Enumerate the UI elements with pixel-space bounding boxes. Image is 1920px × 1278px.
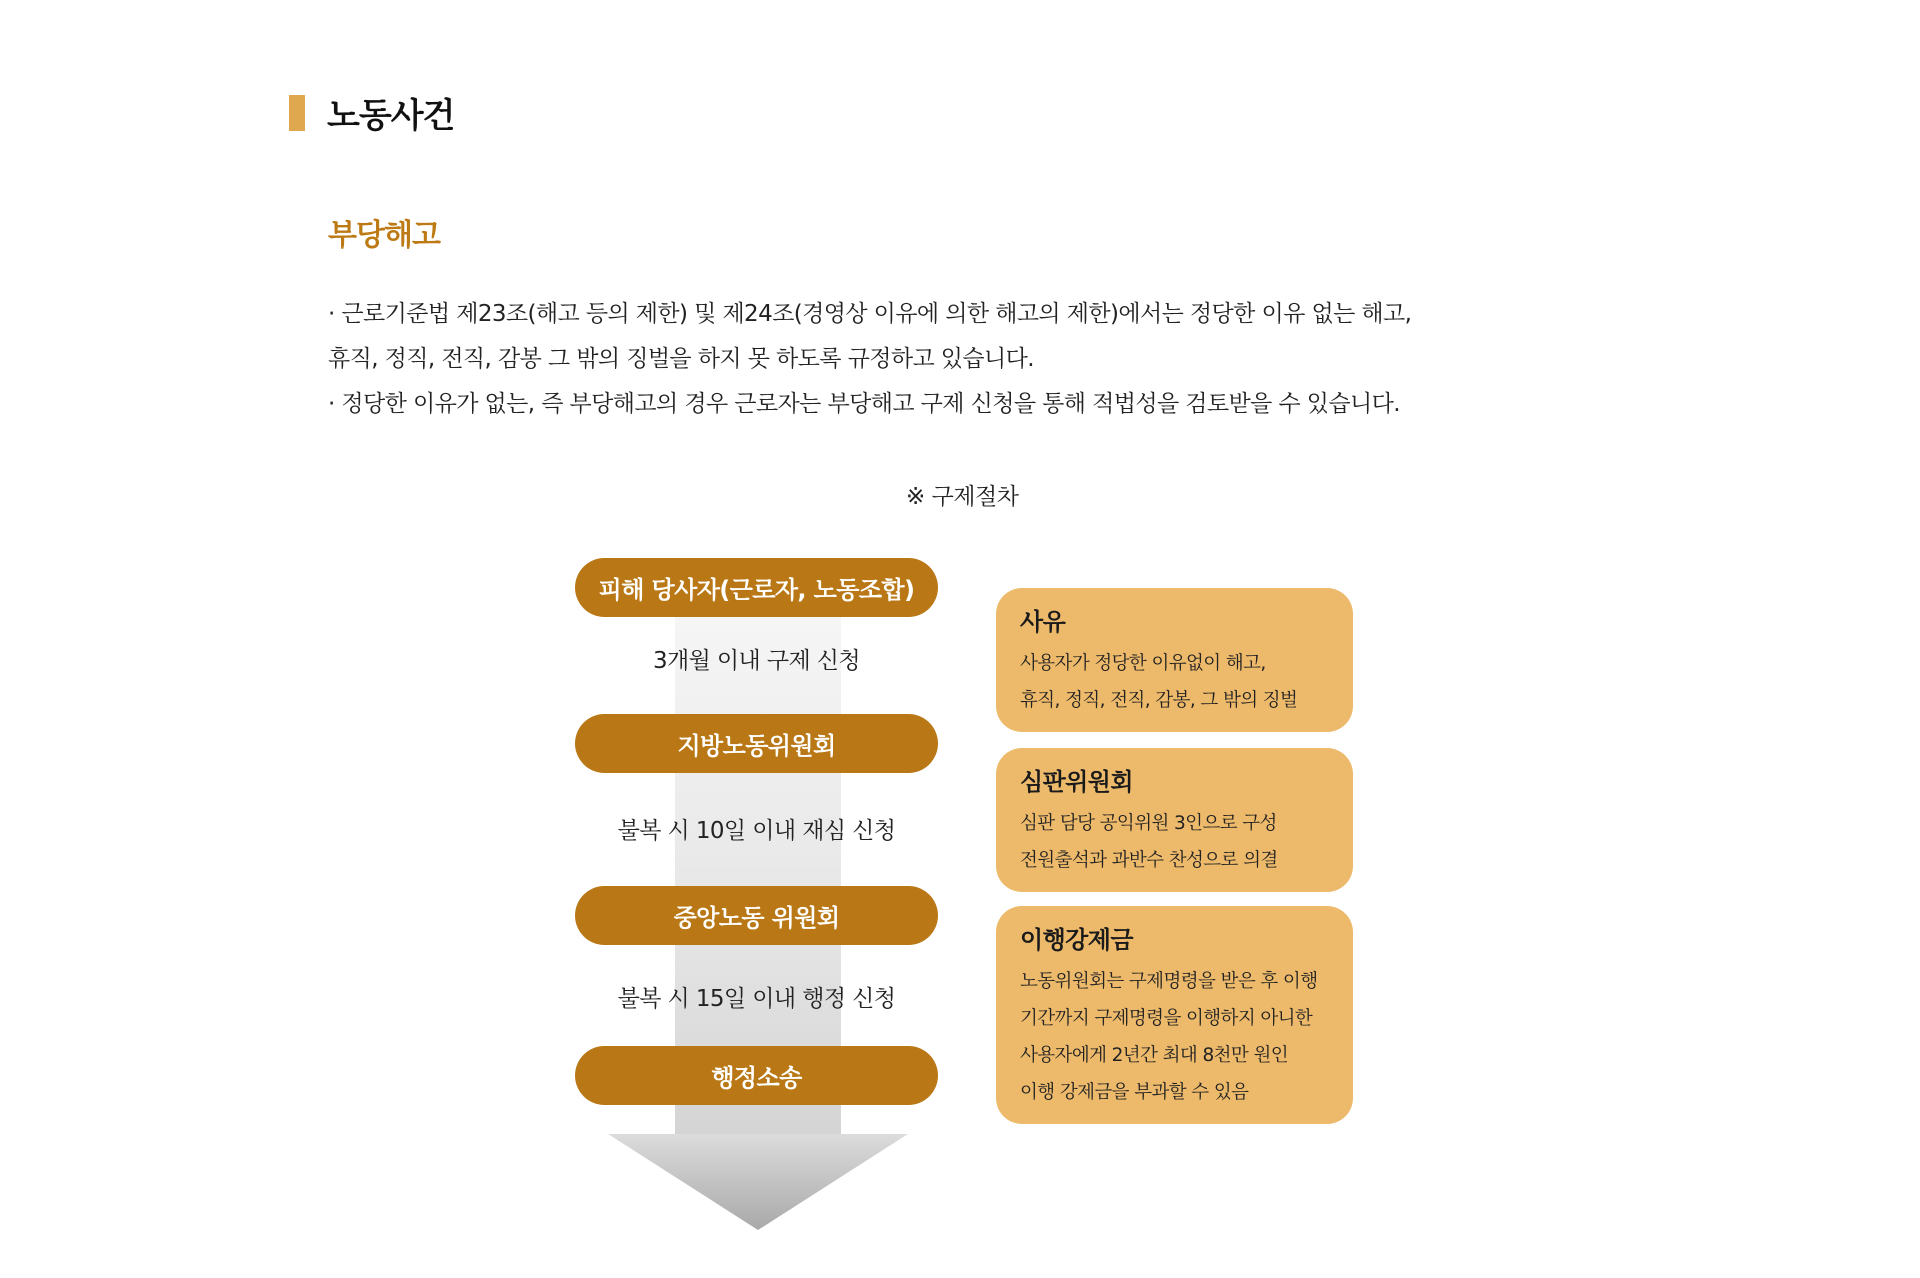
card-line: 사용자에게 2년간 최대 8천만 원인 bbox=[1020, 1045, 1288, 1066]
card-line: 휴직, 정직, 전직, 감봉, 그 밖의 징벌 bbox=[1020, 690, 1298, 711]
description-line: · 정당한 이유가 없는, 즉 부당해고의 경우 근로자는 부당해고 구제 신청을 통해 적법성을 검토받을 수 있습니다. bbox=[328, 391, 1400, 417]
card-line: 심판 담당 공익위원 3인으로 구성 bbox=[1020, 813, 1277, 834]
card-line: 노동위원회는 구제명령을 받은 후 이행 bbox=[1020, 971, 1318, 992]
card-title: 이행강제금 bbox=[1020, 926, 1133, 954]
step-regional-commission: 지방노동위원회 bbox=[575, 714, 938, 773]
step-note-review: 불복 시 10일 이내 재심 신청 bbox=[617, 818, 896, 844]
card-enforcement-fine bbox=[996, 906, 1353, 1124]
section-accent-bar bbox=[289, 95, 305, 131]
procedure-title: ※ 구제절차 bbox=[906, 484, 1019, 510]
card-line: 이행 강제금을 부과할 수 있음 bbox=[1020, 1082, 1249, 1103]
card-reason bbox=[996, 588, 1353, 732]
card-line: 사용자가 정당한 이유없이 해고, bbox=[1020, 653, 1266, 674]
description bbox=[328, 292, 1508, 427]
step-victim: 피해 당사자(근로자, 노동조합) bbox=[575, 558, 938, 617]
step-note-administrative: 불복 시 15일 이내 행정 신청 bbox=[617, 986, 896, 1012]
card-line: 기간까지 구제명령을 이행하지 아니한 bbox=[1020, 1008, 1313, 1029]
description-line: · 근로기준법 제23조(해고 등의 제한) 및 제24조(경영상 이유에 의한 해고의 제한)에서는 정당한 이유 없는 해고, bbox=[328, 301, 1412, 327]
flow-arrow-head bbox=[608, 1134, 908, 1230]
card-tribunal bbox=[996, 748, 1353, 892]
card-title: 심판위원회 bbox=[1020, 768, 1133, 796]
description-line: 휴직, 정직, 전직, 감봉 그 밖의 징벌을 하지 못 하도록 규정하고 있습니다. bbox=[328, 346, 1034, 372]
step-note-filing: 3개월 이내 구제 신청 bbox=[652, 648, 861, 674]
step-administrative-litigation: 행정소송 bbox=[575, 1046, 938, 1105]
step-central-commission: 중앙노동 위원회 bbox=[575, 886, 938, 945]
section-title: 노동사건 bbox=[327, 96, 455, 136]
card-title: 사유 bbox=[1020, 608, 1066, 636]
section-header bbox=[289, 88, 454, 137]
card-line: 전원출석과 과반수 찬성으로 의결 bbox=[1020, 850, 1278, 871]
subsection-title: 부당해고 bbox=[328, 218, 440, 253]
